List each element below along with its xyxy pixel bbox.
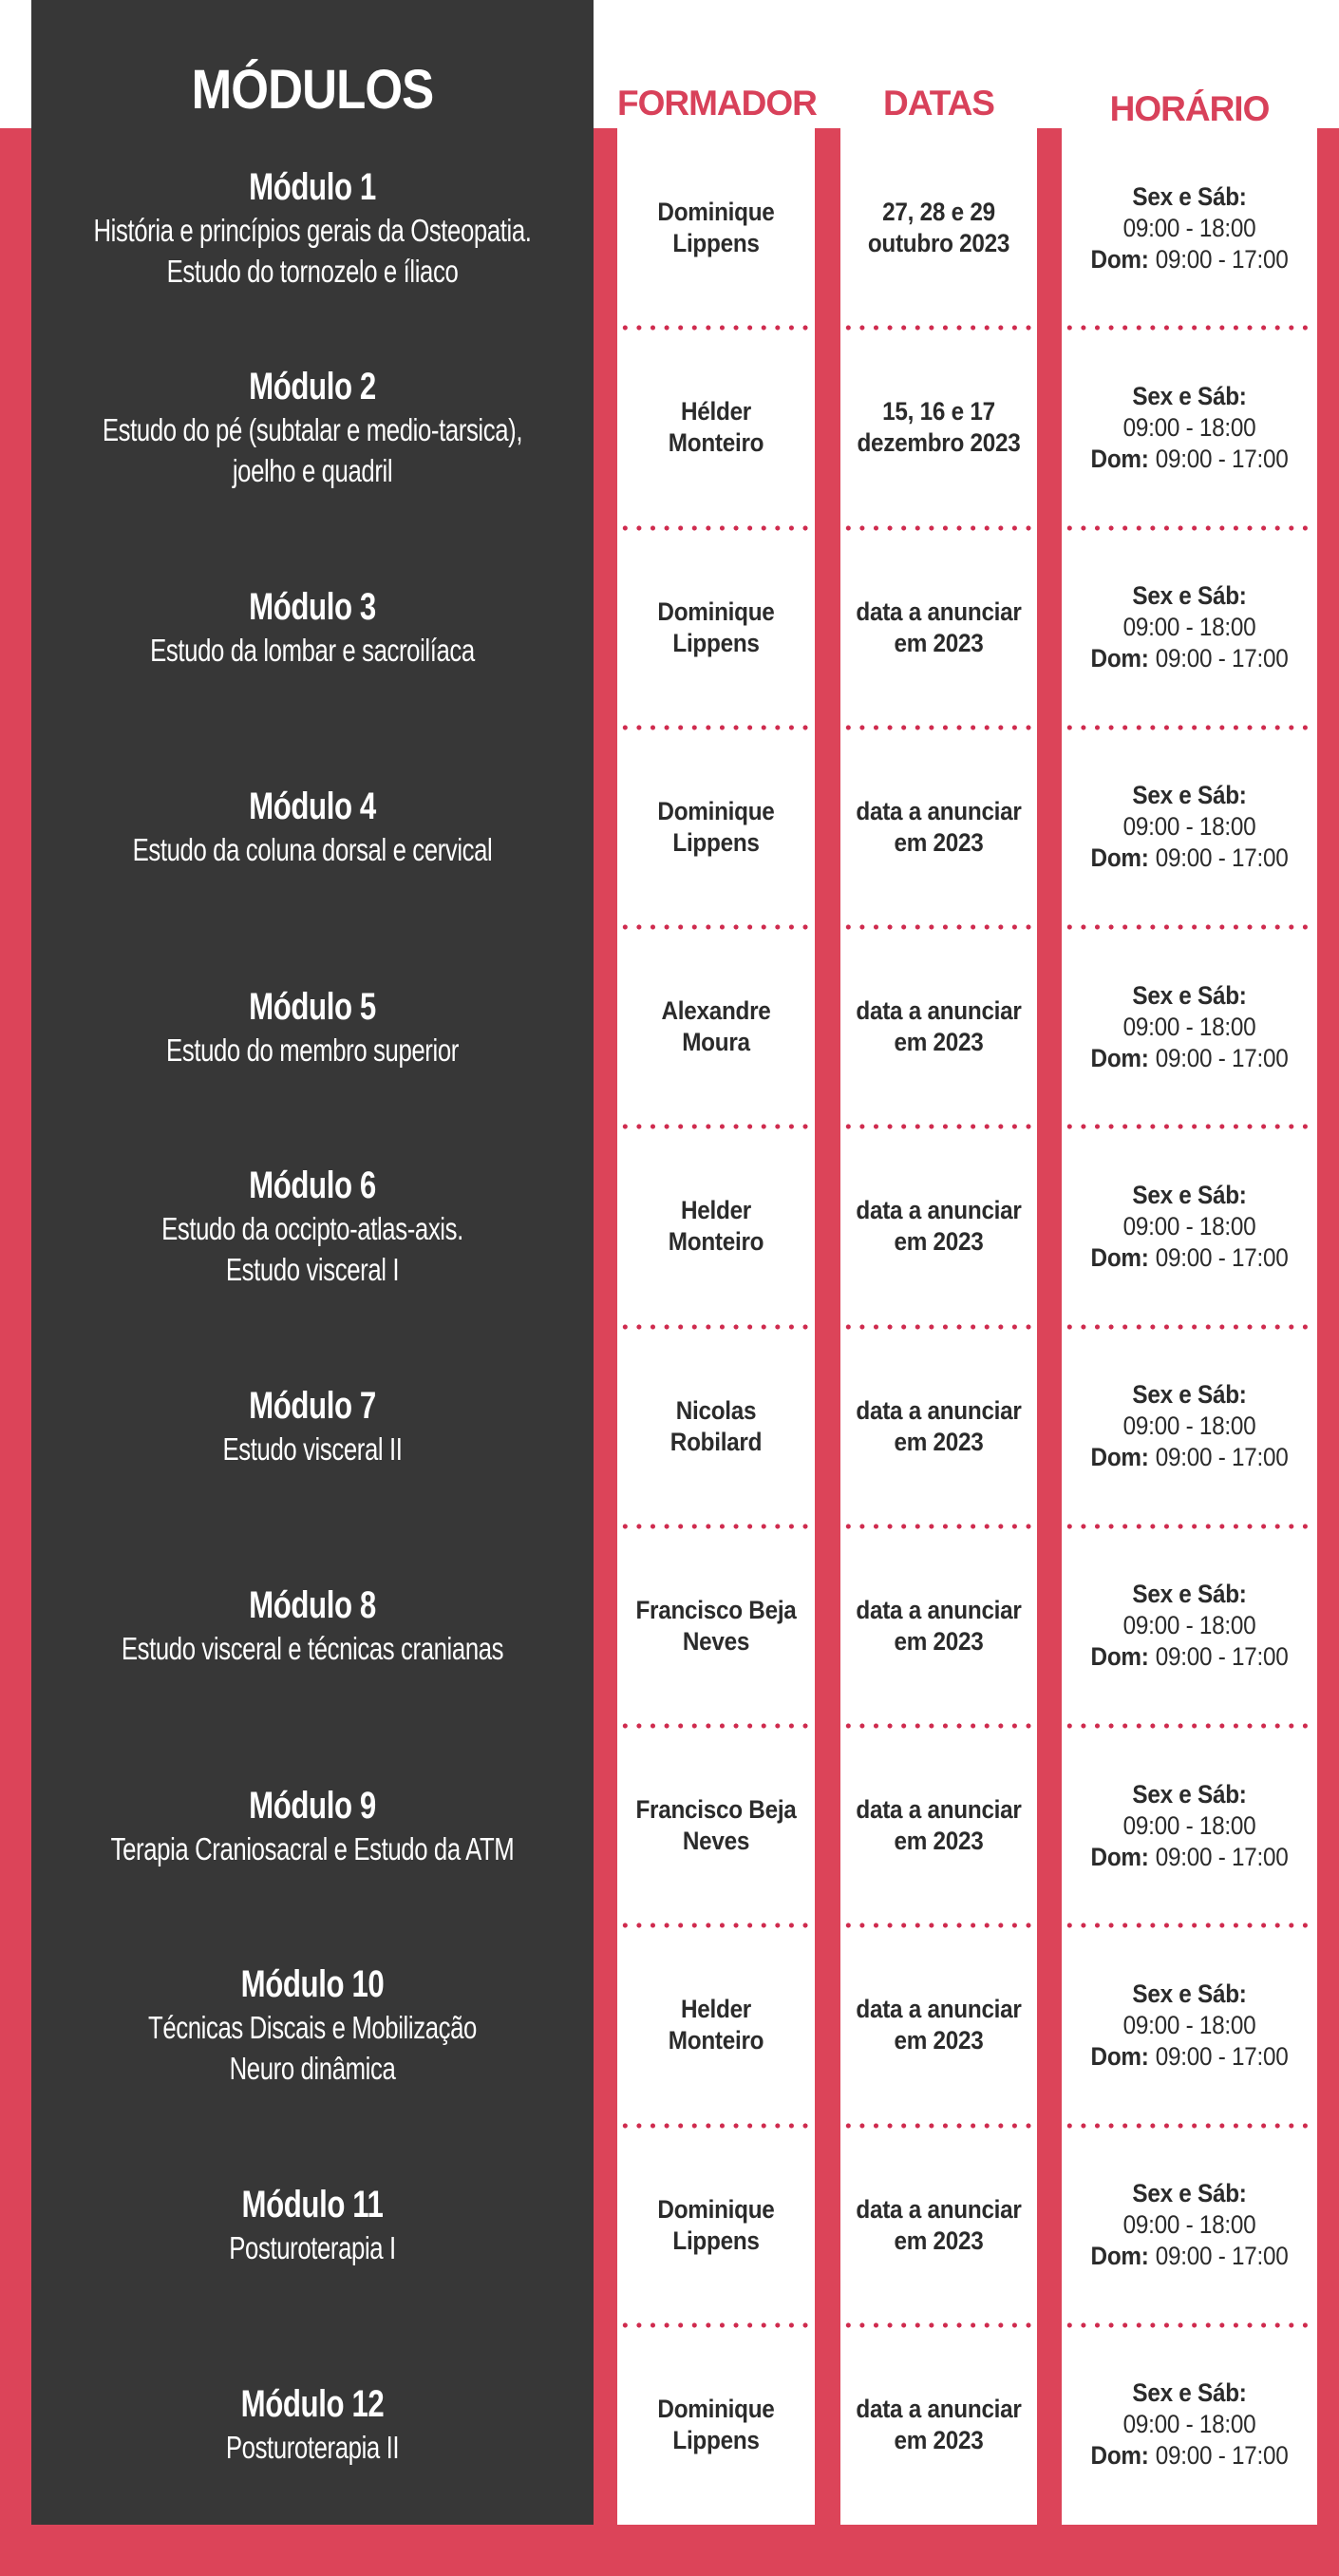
formador-name-line: Neves — [682, 1827, 750, 1856]
row-separator-dots — [1063, 1923, 1316, 1928]
horario-weekday-hours: 09:00 - 18:00 — [1122, 2010, 1256, 2039]
horario-sunday-hours: 09:00 - 17:00 — [1155, 244, 1289, 274]
datas-cell — [840, 128, 1037, 328]
row-separator-dots — [841, 2322, 1036, 2328]
module-description-line: Estudo da occipto-atlas-axis. — [161, 1211, 463, 1247]
datas-line: em 2023 — [894, 1827, 984, 1856]
formador-name — [627, 597, 804, 659]
module-description-line: Estudo da lombar e sacroilíaca — [150, 633, 475, 669]
horario-sunday-hours: 09:00 - 17:00 — [1155, 1642, 1289, 1672]
module-title: Módulo 8 — [249, 1584, 376, 1627]
module-description-line: Posturoterapia II — [225, 2430, 400, 2466]
horario-value — [1074, 1979, 1304, 2073]
module-title: Módulo 11 — [241, 2184, 384, 2226]
module-text — [93, 1961, 532, 2089]
formador-name-line: Lippens — [672, 2226, 760, 2255]
formador-cell — [617, 2126, 815, 2325]
horario-sunday-line — [1074, 643, 1304, 674]
horario-days-label: Sex e Sáb: — [1132, 2378, 1247, 2408]
row-separator-dots — [1063, 1524, 1316, 1529]
formador-name-line: Dominique — [657, 2194, 775, 2224]
horario-days-label: Sex e Sáb: — [1132, 181, 1247, 211]
horario-days-label: Sex e Sáb: — [1132, 1380, 1247, 1410]
horario-weekday-hours: 09:00 - 18:00 — [1122, 613, 1256, 642]
horario-sunday-label: Dom: — [1090, 1842, 1149, 1871]
module-text — [93, 2381, 532, 2468]
datas-cell — [840, 1127, 1037, 1326]
datas-value — [850, 197, 1027, 259]
horario-cell — [1062, 927, 1317, 1127]
row-separator-dots — [618, 725, 814, 730]
horario-cell — [1062, 1726, 1317, 1925]
horario-sunday-hours: 09:00 - 17:00 — [1155, 444, 1289, 473]
horario-sunday-line — [1074, 843, 1304, 874]
module-title: Módulo 4 — [249, 786, 376, 828]
formador-cell — [617, 328, 815, 527]
datas-cell — [840, 2325, 1037, 2525]
row-separator-dots — [1063, 525, 1316, 531]
horario-sunday-label: Dom: — [1090, 1642, 1149, 1672]
formador-name-line: Dominique — [657, 198, 775, 227]
horario-value — [1074, 181, 1304, 275]
horario-value — [1074, 580, 1304, 674]
module-description-line: Estudo do membro superior — [166, 1032, 459, 1068]
horario-sunday-label: Dom: — [1090, 843, 1149, 873]
datas-line: em 2023 — [894, 1227, 984, 1257]
module-text — [93, 1383, 532, 1469]
formador-name-line: Moura — [682, 1028, 750, 1057]
row-separator-dots — [1063, 924, 1316, 930]
module-cell — [31, 927, 594, 1127]
datas-line: em 2023 — [894, 1626, 984, 1656]
formador-name-line: Alexandre — [661, 996, 771, 1026]
formador-cell — [617, 1925, 815, 2125]
formador-name — [627, 1195, 804, 1258]
module-description-line: Estudo visceral e técnicas cranianas — [121, 1631, 504, 1667]
horario-sunday-hours: 09:00 - 17:00 — [1155, 1043, 1289, 1072]
module-description-line: Terapia Craniosacral e Estudo da ATM — [110, 1830, 515, 1866]
horario-value — [1074, 2178, 1304, 2272]
module-description-line: Posturoterapia I — [229, 2230, 396, 2266]
datas-cell — [840, 528, 1037, 728]
module-cell — [31, 1925, 594, 2125]
formador-name-line: Monteiro — [668, 428, 764, 458]
horario-weekday-hours: 09:00 - 18:00 — [1122, 1411, 1256, 1441]
module-cell — [31, 1526, 594, 1726]
horario-sunday-line — [1074, 1641, 1304, 1673]
datas-value — [850, 1994, 1027, 2056]
formador-name-line: Dominique — [657, 796, 775, 825]
row-separator-dots — [841, 1324, 1036, 1330]
horario-days-label: Sex e Sáb: — [1132, 1979, 1247, 2008]
module-text — [93, 984, 532, 1070]
horario-cell — [1062, 2325, 1317, 2525]
formador-name — [627, 995, 804, 1058]
datas-line: data a anunciar — [856, 996, 1022, 1026]
datas-cell — [840, 1327, 1037, 1526]
horario-sunday-line — [1074, 1043, 1304, 1074]
horario-sunday-hours: 09:00 - 17:00 — [1155, 2041, 1289, 2071]
horario-days-label: Sex e Sáb: — [1132, 1779, 1247, 1809]
horario-value — [1074, 780, 1304, 874]
row-separator-dots — [618, 1723, 814, 1729]
formador-name-line: Monteiro — [668, 2026, 764, 2055]
horario-sunday-line — [1074, 1242, 1304, 1274]
horario-weekday-hours: 09:00 - 18:00 — [1122, 1611, 1256, 1640]
datas-line: em 2023 — [894, 628, 984, 657]
formador-name-line: Francisco Beja — [635, 1795, 797, 1825]
row-separator-dots — [841, 1524, 1036, 1529]
horario-weekday-hours: 09:00 - 18:00 — [1122, 1810, 1256, 1840]
datas-line: data a anunciar — [856, 2194, 1022, 2224]
datas-line: data a anunciar — [856, 1196, 1022, 1225]
row-separator-dots — [841, 725, 1036, 730]
horario-days-label: Sex e Sáb: — [1132, 381, 1247, 410]
module-description-line: Estudo do tornozelo e íliaco — [166, 254, 459, 290]
horario-sunday-label: Dom: — [1090, 2041, 1149, 2071]
datas-line: data a anunciar — [856, 1995, 1022, 2024]
formador-name-line: Neves — [682, 1626, 750, 1656]
row-separator-dots — [618, 2123, 814, 2129]
module-cell — [31, 1726, 594, 1925]
datas-line: 15, 16 e 17 — [882, 397, 995, 426]
horario-value — [1074, 381, 1304, 475]
module-cell — [31, 328, 594, 527]
horario-weekday-hours: 09:00 - 18:00 — [1122, 1211, 1256, 1241]
datas-value — [850, 396, 1027, 459]
module-cell — [31, 128, 594, 328]
formador-name-line: Lippens — [672, 2425, 760, 2454]
horario-days-label: Sex e Sáb: — [1132, 1580, 1247, 1609]
datas-cell — [840, 927, 1037, 1127]
datas-line: data a anunciar — [856, 1795, 1022, 1825]
module-text — [93, 1163, 532, 1290]
formador-cell — [617, 1127, 815, 1326]
row-separator-dots — [841, 1124, 1036, 1129]
horario-weekday-hours: 09:00 - 18:00 — [1122, 1012, 1256, 1041]
datas-line: em 2023 — [894, 2425, 984, 2454]
datas-value — [850, 2194, 1027, 2257]
horario-sunday-hours: 09:00 - 17:00 — [1155, 1242, 1289, 1272]
horario-weekday-hours: 09:00 - 18:00 — [1122, 213, 1256, 242]
formador-name-line: Helder — [680, 1196, 751, 1225]
row-separator-dots — [841, 2123, 1036, 2129]
row-separator-dots — [618, 1524, 814, 1529]
formador-cell — [617, 128, 815, 328]
row-separator-dots — [618, 1324, 814, 1330]
module-text — [93, 1582, 532, 1669]
module-title: Módulo 1 — [249, 166, 376, 209]
datas-value — [850, 1395, 1027, 1458]
row-separator-dots — [618, 1124, 814, 1129]
formador-name-line: Helder — [680, 1995, 751, 2024]
horario-cell — [1062, 2126, 1317, 2325]
datas-line: data a anunciar — [856, 1395, 1022, 1425]
horario-cell — [1062, 728, 1317, 927]
row-separator-dots — [1063, 2123, 1316, 2129]
horario-sunday-label: Dom: — [1090, 1043, 1149, 1072]
horario-column-header: HORÁRIO — [1109, 89, 1270, 128]
datas-value — [850, 995, 1027, 1058]
module-description-line: Neuro dinâmica — [229, 2051, 396, 2087]
module-description-line: Estudo visceral II — [222, 1431, 403, 1468]
horario-sunday-line — [1074, 2041, 1304, 2073]
module-cell — [31, 2126, 594, 2325]
horario-cell — [1062, 1526, 1317, 1726]
formador-name-line: Francisco Beja — [635, 1595, 797, 1624]
formador-name — [627, 2194, 804, 2257]
datas-line: data a anunciar — [856, 1595, 1022, 1624]
module-title: Módulo 10 — [240, 1963, 385, 2006]
horario-sunday-label: Dom: — [1090, 444, 1149, 473]
module-text — [93, 364, 532, 491]
horario-cell — [1062, 1327, 1317, 1526]
formador-name — [627, 1595, 804, 1657]
datas-column-header: DATAS — [883, 84, 994, 123]
row-separator-dots — [1063, 1124, 1316, 1129]
datas-line: em 2023 — [894, 1028, 984, 1057]
formador-cell — [617, 528, 815, 728]
horario-sunday-line — [1074, 444, 1304, 475]
formador-name-line: Dominique — [657, 597, 775, 626]
horario-days-label: Sex e Sáb: — [1132, 581, 1247, 611]
horario-sunday-line — [1074, 2440, 1304, 2472]
module-cell — [31, 2325, 594, 2525]
datas-cell — [840, 1726, 1037, 1925]
horario-sunday-label: Dom: — [1090, 1443, 1149, 1472]
row-separator-dots — [841, 525, 1036, 531]
formador-cell — [617, 1327, 815, 1526]
formador-name-line: Robilard — [670, 1427, 763, 1456]
formador-name — [627, 796, 804, 859]
formador-name — [627, 1794, 804, 1857]
horario-days-label: Sex e Sáb: — [1132, 2179, 1247, 2208]
row-separator-dots — [841, 1923, 1036, 1928]
module-cell — [31, 728, 594, 927]
horario-sunday-label: Dom: — [1090, 244, 1149, 274]
module-description-line: História e princípios gerais da Osteopatia. — [93, 213, 532, 249]
horario-weekday-hours: 09:00 - 18:00 — [1122, 412, 1256, 442]
formador-cell — [617, 728, 815, 927]
datas-cell — [840, 728, 1037, 927]
row-separator-dots — [618, 525, 814, 531]
formador-name-line: Lippens — [672, 827, 760, 857]
horario-cell — [1062, 128, 1317, 328]
datas-line: data a anunciar — [856, 2394, 1022, 2423]
formador-name-line: Nicolas — [675, 1395, 757, 1425]
formador-column-header: FORMADOR — [617, 84, 817, 123]
module-title: Módulo 7 — [249, 1385, 376, 1428]
datas-line: 27, 28 e 29 — [882, 198, 995, 227]
horario-cell — [1062, 1127, 1317, 1326]
horario-weekday-hours: 09:00 - 18:00 — [1122, 812, 1256, 842]
row-separator-dots — [1063, 2322, 1316, 2328]
horario-sunday-hours: 09:00 - 17:00 — [1155, 2441, 1289, 2471]
datas-line: em 2023 — [894, 1427, 984, 1456]
horario-sunday-line — [1074, 1842, 1304, 1873]
horario-value — [1074, 1180, 1304, 1274]
formador-name — [627, 2394, 804, 2456]
module-title: Módulo 2 — [249, 366, 376, 408]
horario-sunday-hours: 09:00 - 17:00 — [1155, 2242, 1289, 2271]
module-description-line: Técnicas Discais e Mobilização — [148, 2010, 477, 2046]
formador-name — [627, 1994, 804, 2056]
horario-cell — [1062, 528, 1317, 728]
horario-sunday-hours: 09:00 - 17:00 — [1155, 1842, 1289, 1871]
horario-sunday-line — [1074, 1442, 1304, 1473]
datas-line: em 2023 — [894, 2026, 984, 2055]
module-title: Módulo 3 — [249, 586, 376, 629]
formador-name — [627, 1395, 804, 1458]
horario-value — [1074, 1779, 1304, 1873]
horario-sunday-label: Dom: — [1090, 2242, 1149, 2271]
horario-value — [1074, 980, 1304, 1074]
datas-cell — [840, 1526, 1037, 1726]
module-text — [93, 164, 532, 292]
row-separator-dots — [618, 325, 814, 331]
module-cell — [31, 1327, 594, 1526]
module-description-line: Estudo visceral I — [225, 1252, 400, 1288]
module-text — [93, 1783, 532, 1869]
formador-name-line: Lippens — [672, 229, 760, 258]
datas-line: data a anunciar — [856, 796, 1022, 825]
datas-value — [850, 796, 1027, 859]
horario-value — [1074, 2377, 1304, 2472]
datas-value — [850, 1595, 1027, 1657]
horario-days-label: Sex e Sáb: — [1132, 781, 1247, 810]
datas-value — [850, 2394, 1027, 2456]
formador-name — [627, 396, 804, 459]
module-text — [93, 2182, 532, 2268]
row-separator-dots — [1063, 1324, 1316, 1330]
horario-weekday-hours: 09:00 - 18:00 — [1122, 2210, 1256, 2240]
row-separator-dots — [1063, 325, 1316, 331]
module-title: Módulo 6 — [249, 1165, 376, 1207]
modules-title: MÓDULOS — [191, 59, 434, 121]
row-separator-dots — [618, 1923, 814, 1928]
formador-name-line: Monteiro — [668, 1227, 764, 1257]
horario-sunday-line — [1074, 244, 1304, 275]
module-cell — [31, 528, 594, 728]
module-description-line: Estudo do pé (subtalar e medio-tarsica), — [102, 412, 523, 448]
horario-sunday-hours: 09:00 - 17:00 — [1155, 644, 1289, 673]
horario-days-label: Sex e Sáb: — [1132, 980, 1247, 1010]
datas-value — [850, 1794, 1027, 1857]
formador-cell — [617, 1726, 815, 1925]
horario-cell — [1062, 1925, 1317, 2125]
module-text — [93, 784, 532, 870]
module-text — [93, 584, 532, 671]
module-description-line: joelho e quadril — [232, 453, 393, 489]
datas-line: outubro 2023 — [867, 229, 1010, 258]
formador-name-line: Hélder — [680, 397, 751, 426]
datas-line: em 2023 — [894, 827, 984, 857]
datas-value — [850, 1195, 1027, 1258]
row-separator-dots — [841, 325, 1036, 331]
module-title: Módulo 9 — [249, 1784, 376, 1827]
horario-weekday-hours: 09:00 - 18:00 — [1122, 2410, 1256, 2439]
horario-value — [1074, 1579, 1304, 1673]
horario-sunday-hours: 09:00 - 17:00 — [1155, 843, 1289, 873]
formador-name — [627, 197, 804, 259]
datas-line: em 2023 — [894, 2226, 984, 2255]
datas-line: data a anunciar — [856, 597, 1022, 626]
horario-sunday-label: Dom: — [1090, 644, 1149, 673]
row-separator-dots — [841, 924, 1036, 930]
row-separator-dots — [1063, 1723, 1316, 1729]
module-title: Módulo 5 — [249, 985, 376, 1028]
formador-cell — [617, 1526, 815, 1726]
formador-cell — [617, 927, 815, 1127]
horario-cell — [1062, 328, 1317, 527]
row-separator-dots — [841, 1723, 1036, 1729]
row-separator-dots — [618, 924, 814, 930]
datas-value — [850, 597, 1027, 659]
datas-cell — [840, 328, 1037, 527]
module-title: Módulo 12 — [240, 2383, 385, 2426]
row-separator-dots — [618, 2322, 814, 2328]
horario-sunday-line — [1074, 2241, 1304, 2272]
horario-sunday-label: Dom: — [1090, 2441, 1149, 2471]
module-description-line: Estudo da coluna dorsal e cervical — [132, 832, 493, 868]
formador-name-line: Dominique — [657, 2394, 775, 2423]
horario-sunday-label: Dom: — [1090, 1242, 1149, 1272]
formador-cell — [617, 2325, 815, 2525]
datas-cell — [840, 2126, 1037, 2325]
module-cell — [31, 1127, 594, 1326]
horario-sunday-hours: 09:00 - 17:00 — [1155, 1443, 1289, 1472]
datas-cell — [840, 1925, 1037, 2125]
datas-line: dezembro 2023 — [857, 428, 1021, 458]
row-separator-dots — [1063, 725, 1316, 730]
horario-days-label: Sex e Sáb: — [1132, 1180, 1247, 1209]
horario-value — [1074, 1379, 1304, 1473]
formador-name-line: Lippens — [672, 628, 760, 657]
